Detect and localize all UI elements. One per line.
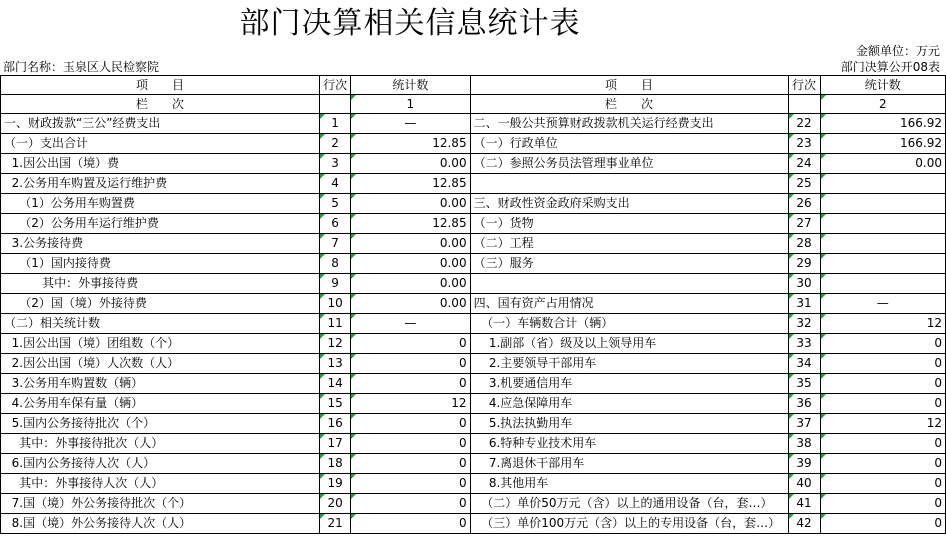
form-number-label: 部门决算公开08表 [840, 60, 940, 74]
value-cell-right [820, 194, 945, 214]
item-cell-right: 四、国有资产占用情况 [470, 294, 788, 314]
item-cell-right: 7.离退休干部用车 [470, 454, 788, 474]
seq-cell-right: 41 [788, 494, 820, 514]
value-cell: 12.85 [351, 174, 470, 194]
item-cell-right: 4.应急保障用车 [470, 394, 788, 414]
value-cell: 0.00 [351, 194, 470, 214]
seq-cell: 6 [320, 214, 351, 234]
seq-cell-right: 36 [788, 394, 820, 414]
seq-cell: 15 [320, 394, 351, 414]
value-cell-right: 0 [820, 394, 945, 414]
table-row [1, 214, 946, 234]
table-row [1, 154, 946, 174]
item-cell: 其中：外事接待批次（人） [1, 434, 320, 454]
item-cell-right: 2.主要领导干部用车 [470, 354, 788, 374]
seq-cell: 12 [320, 334, 351, 354]
value-cell: 0.00 [351, 294, 470, 314]
value-cell-right: 0 [820, 354, 945, 374]
header-stat-right: 统计数 [820, 76, 945, 95]
item-cell-right: 三、财政性资金政府采购支出 [470, 194, 788, 214]
seq-cell-right: 31 [788, 294, 820, 314]
value-cell-right: 166.92 [820, 134, 945, 154]
seq-cell-right: 26 [788, 194, 820, 214]
value-cell: 12.85 [351, 214, 470, 234]
value-cell: — [351, 114, 470, 134]
value-cell-right: 0 [820, 474, 945, 494]
item-cell-right: （一）货物 [470, 214, 788, 234]
item-cell: （1）公务用车购置费 [1, 194, 320, 214]
seq-cell-right: 42 [788, 514, 820, 534]
department-name-label: 部门名称：玉泉区人民检察院 [3, 60, 160, 74]
item-cell: 2.因公出国（境）人次数（人） [1, 354, 320, 374]
column-index-empty [320, 95, 351, 114]
item-cell: （2）公务用车运行维护费 [1, 214, 320, 234]
item-cell: 7.国（境）外公务接待批次（个） [1, 494, 320, 514]
seq-cell: 21 [320, 514, 351, 534]
item-cell: 4.公务用车保有量（辆） [1, 394, 320, 414]
column-index-number: 1 [351, 95, 470, 114]
item-cell: 2.公务用车购置及运行维护费 [1, 174, 320, 194]
seq-cell: 19 [320, 474, 351, 494]
value-cell: 0 [351, 494, 470, 514]
column-index-row [1, 95, 946, 114]
seq-cell-right: 35 [788, 374, 820, 394]
value-cell: 0 [351, 454, 470, 474]
value-cell-right: 0 [820, 494, 945, 514]
item-cell: （2）国（境）外接待费 [1, 294, 320, 314]
seq-cell: 9 [320, 274, 351, 294]
header-item-right: 项 目 [470, 76, 788, 95]
seq-cell-right: 40 [788, 474, 820, 494]
header-item: 项 目 [1, 76, 320, 95]
seq-cell: 5 [320, 194, 351, 214]
seq-cell: 2 [320, 134, 351, 154]
item-cell-right [470, 174, 788, 194]
value-cell-right [820, 214, 945, 234]
seq-cell: 1 [320, 114, 351, 134]
header-stat: 统计数 [351, 76, 470, 95]
page-title: 部门决算相关信息统计表 [239, 6, 581, 41]
item-cell: 1.因公出国（境）团组数（个） [1, 334, 320, 354]
column-index-number-right: 2 [820, 95, 945, 114]
item-cell-right: （二）单价50万元（含）以上的通用设备（台，套…） [470, 494, 788, 514]
value-cell-right: 0 [820, 334, 945, 354]
value-cell: 0.00 [351, 154, 470, 174]
item-cell: 5.国内公务接待批次（个） [1, 414, 320, 434]
item-cell: （二）相关统计数 [1, 314, 320, 334]
value-cell: 0 [351, 434, 470, 454]
item-cell-right: 1.副部（省）级及以上领导用车 [470, 334, 788, 354]
table-row [1, 414, 946, 434]
statistics-table [0, 75, 946, 534]
value-cell: 0 [351, 354, 470, 374]
item-cell-right: （三）单价100万元（含）以上的专用设备（台，套…） [470, 514, 788, 534]
seq-cell-right: 39 [788, 454, 820, 474]
item-cell-right: （三）服务 [470, 254, 788, 274]
table-row [1, 174, 946, 194]
table-row [1, 514, 946, 534]
table-row [1, 274, 946, 294]
value-cell-right [820, 174, 945, 194]
item-cell-right: 5.执法执勤用车 [470, 414, 788, 434]
item-cell: 其中：外事接待人次（人） [1, 474, 320, 494]
item-cell: 其中：外事接待费 [1, 274, 320, 294]
item-cell: 一、财政拨款“三公”经费支出 [1, 114, 320, 134]
value-cell-right [820, 234, 945, 254]
table-row [1, 194, 946, 214]
item-cell-right: （一）车辆数合计（辆） [470, 314, 788, 334]
seq-cell: 13 [320, 354, 351, 374]
seq-cell: 8 [320, 254, 351, 274]
item-cell-right: （二）工程 [470, 234, 788, 254]
table-row [1, 394, 946, 414]
value-cell: 0 [351, 514, 470, 534]
seq-cell: 18 [320, 454, 351, 474]
seq-cell: 4 [320, 174, 351, 194]
seq-cell: 17 [320, 434, 351, 454]
seq-cell-right: 22 [788, 114, 820, 134]
value-cell: 0 [351, 334, 470, 354]
value-cell-right: 12 [820, 414, 945, 434]
seq-cell-right: 38 [788, 434, 820, 454]
item-cell: （1）国内接待费 [1, 254, 320, 274]
value-cell-right: 0 [820, 374, 945, 394]
item-cell-right: （一）行政单位 [470, 134, 788, 154]
table-row [1, 434, 946, 454]
value-cell: 0 [351, 414, 470, 434]
column-index-empty-right [788, 95, 820, 114]
seq-cell-right: 33 [788, 334, 820, 354]
item-cell-right: 二、一般公共预算财政拨款机关运行经费支出 [470, 114, 788, 134]
column-index-label: 栏 次 [1, 95, 320, 114]
table-row [1, 254, 946, 274]
value-cell-right: 0.00 [820, 154, 945, 174]
table-row [1, 334, 946, 354]
column-index-label-right: 栏 次 [470, 95, 788, 114]
seq-cell-right: 37 [788, 414, 820, 434]
seq-cell: 7 [320, 234, 351, 254]
item-cell-right: 6.特种专业技术用车 [470, 434, 788, 454]
table-row [1, 114, 946, 134]
value-cell: 0.00 [351, 234, 470, 254]
table-row [1, 294, 946, 314]
header-row [1, 76, 946, 95]
item-cell-right [470, 274, 788, 294]
seq-cell-right: 24 [788, 154, 820, 174]
table-row [1, 234, 946, 254]
table-row [1, 314, 946, 334]
item-cell: （一）支出合计 [1, 134, 320, 154]
table-row [1, 134, 946, 154]
seq-cell: 10 [320, 294, 351, 314]
item-cell: 3.公务接待费 [1, 234, 320, 254]
value-cell-right: — [820, 294, 945, 314]
item-cell-right: （二）参照公务员法管理事业单位 [470, 154, 788, 174]
seq-cell: 3 [320, 154, 351, 174]
value-cell: 0.00 [351, 274, 470, 294]
table-row [1, 494, 946, 514]
seq-cell-right: 29 [788, 254, 820, 274]
value-cell-right: 0 [820, 514, 945, 534]
item-cell: 1.因公出国（境）费 [1, 154, 320, 174]
value-cell: — [351, 314, 470, 334]
seq-cell: 14 [320, 374, 351, 394]
item-cell-right: 8.其他用车 [470, 474, 788, 494]
header-seq-right: 行次 [788, 76, 820, 95]
amount-unit-label: 金额单位：万元 [855, 44, 940, 58]
item-cell: 3.公务用车购置数（辆） [1, 374, 320, 394]
value-cell-right [820, 274, 945, 294]
seq-cell-right: 25 [788, 174, 820, 194]
value-cell: 0 [351, 374, 470, 394]
item-cell: 6.国内公务接待人次（人） [1, 454, 320, 474]
table-row [1, 454, 946, 474]
value-cell: 0 [351, 474, 470, 494]
table-row [1, 474, 946, 494]
value-cell-right: 166.92 [820, 114, 945, 134]
value-cell-right: 0 [820, 434, 945, 454]
value-cell-right: 12 [820, 314, 945, 334]
seq-cell-right: 28 [788, 234, 820, 254]
seq-cell-right: 23 [788, 134, 820, 154]
table-row [1, 354, 946, 374]
value-cell: 12.85 [351, 134, 470, 154]
seq-cell: 16 [320, 414, 351, 434]
seq-cell: 11 [320, 314, 351, 334]
item-cell-right: 3.机要通信用车 [470, 374, 788, 394]
item-cell: 8.国（境）外公务接待人次（人） [1, 514, 320, 534]
seq-cell-right: 30 [788, 274, 820, 294]
table-row [1, 374, 946, 394]
seq-cell-right: 27 [788, 214, 820, 234]
seq-cell-right: 32 [788, 314, 820, 334]
value-cell-right: 0 [820, 454, 945, 474]
header-seq: 行次 [320, 76, 351, 95]
value-cell-right [820, 254, 945, 274]
value-cell: 12 [351, 394, 470, 414]
seq-cell-right: 34 [788, 354, 820, 374]
seq-cell: 20 [320, 494, 351, 514]
value-cell: 0.00 [351, 254, 470, 274]
